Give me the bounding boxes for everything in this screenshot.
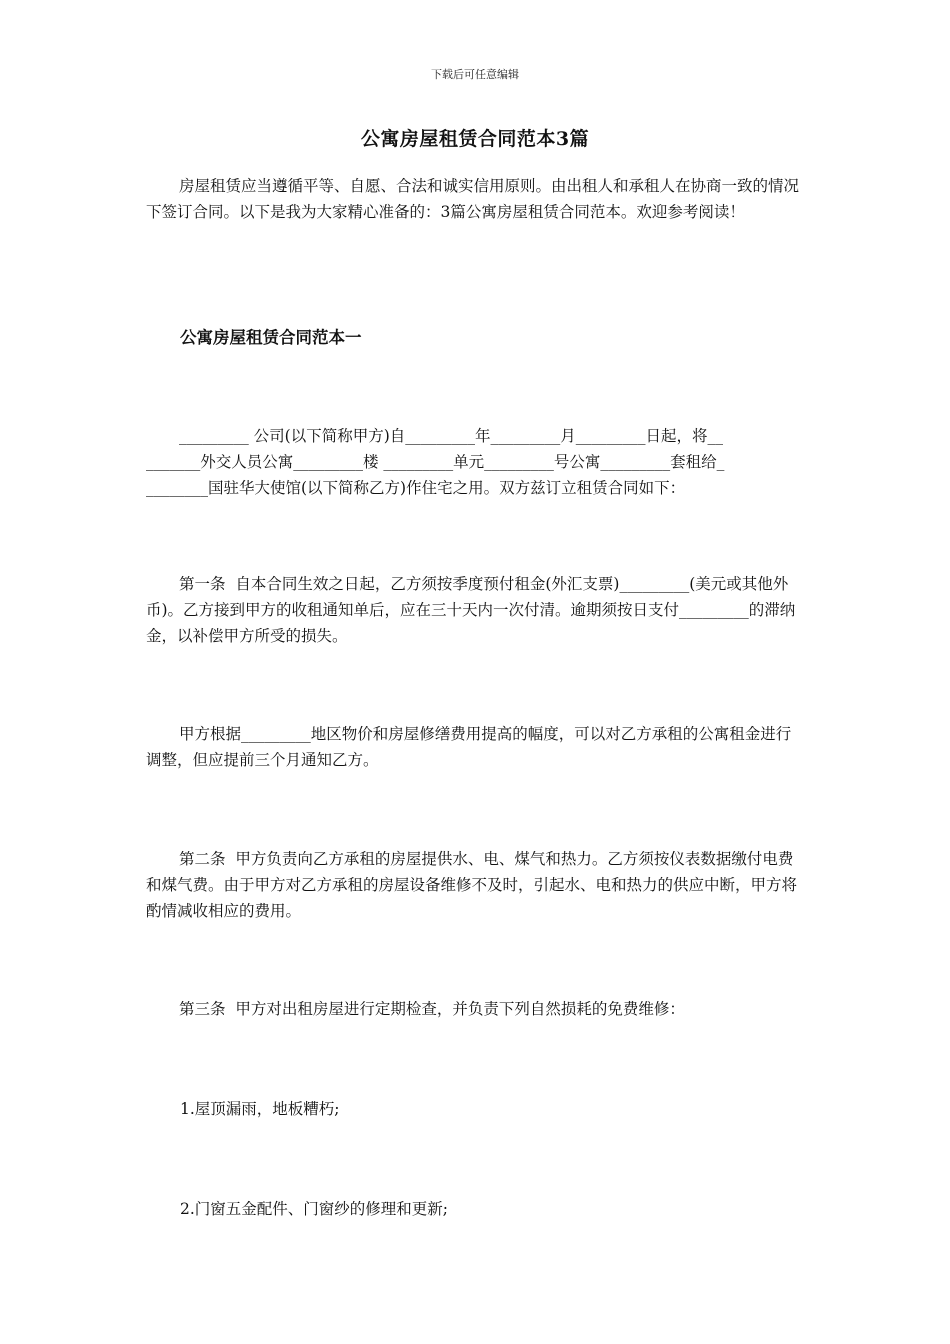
- section-heading: 公寓房屋租赁合同范本一: [180, 328, 362, 347]
- article-3-paragraph: 第三条 甲方对出租房屋进行定期检查，并负责下列自然损耗的免费维修：: [179, 1000, 685, 1018]
- header-note: 下载后可任意编辑: [431, 68, 519, 81]
- rent-adjustment-paragraph: 甲方根据_________地区物价和房屋修缮费用提高的幅度，可以对乙方承租的公寓租金进行调整，但应提前三个月通知乙方。: [146, 725, 792, 769]
- parties-paragraph: _________ 公司(以下简称甲方)自_________年_________月_________日起，将__ _______外交人员公寓_________楼 _________单元_________号公寓_________套租给_ ________国驻华大使馆(以下简称乙方)作住宅之用。双方兹订立租赁合同如下：: [146, 427, 725, 497]
- list-item: 1.屋顶漏雨，地板糟朽;: [180, 1100, 340, 1118]
- article-1-paragraph: 第一条 自本合同生效之日起，乙方须按季度预付租金(外汇支票)_________(美元或其他外币)。乙方接到甲方的收租通知单后，应在三十天内一次付清。逾期须按日支付_________的滞纳金，以补偿甲方所受的损失。: [146, 575, 796, 645]
- intro-paragraph: 房屋租赁应当遵循平等、自愿、合法和诚实信用原则。由出租人和承租人在协商一致的情况下签订合同。以下是我为大家精心准备的：3篇公寓房屋租赁合同范本。欢迎参考阅读！: [146, 177, 800, 221]
- article-2-paragraph: 第二条 甲方负责向乙方承租的房屋提供水、电、煤气和热力。乙方须按仪表数据缴付电费和煤气费。由于甲方对乙方承租的房屋设备维修不及时，引起水、电和热力的供应中断，甲方将酌情减收相应的费用。: [146, 850, 798, 920]
- document-title: 公寓房屋租赁合同范本3篇: [360, 128, 590, 150]
- list-item: 2.门窗五金配件、门窗纱的修理和更新;: [180, 1200, 449, 1218]
